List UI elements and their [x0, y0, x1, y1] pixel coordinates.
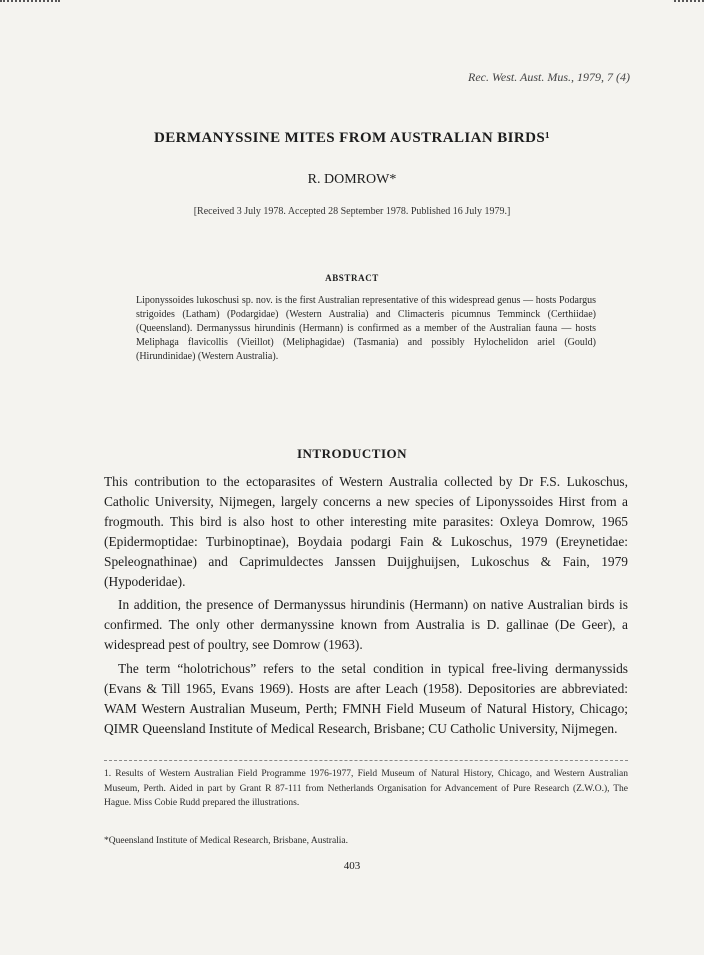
received-dates: [Received 3 July 1978. Accepted 28 September 1978. Published 16 July 1979.] [193, 206, 511, 217]
paper-title: DERMANYSSINE MITES FROM AUSTRALIAN BIRDS¹ [154, 130, 550, 146]
body-paragraph: This contribution to the ectoparasites of Western Australia collected by Dr F.S. Lukoschus, Catholic University, Nijmegen, largely concerns a new species of Liponyssoides Hirst from a frogmouth. This bird is also host to other interesting mite parasites: Oxleya Domrow, 1965 (Epidermoptidae: Turbinoptinae), Boydaia podargi Fain & Lukoschus, 1979 (Ereynetidae: Speleognathinae) and Caprimuldectes Janssen Duijghuijsen, Lukoschus & Fain, 1979 (Hypoderidae). [104, 474, 628, 589]
footnote-1: 1. Results of Western Australian Field Programme 1976-1977, Field Museum of Natural History, Chicago, and Western Australian Museum, Perth. Aided in part by Grant R 87-111 from Netherlands Organisation for Advancement of Pure Research (Z.W.O.), The Hague. Miss Cobie Rudd prepared the illustrations. [104, 769, 628, 808]
abstract-text: Liponyssoides lukoschusi sp. nov. is the first Australian representative of this widespread genus — hosts Podargus strigoides (Latham) (Podargidae) (Western Australia) and Climacteris picumnus Temminck (Certhiidae) (Queensland). Dermanyssus hirundinis (Hermann) is confirmed as a member of the Australian fauna — hosts Meliphaga flavicollis (Vieillot) (Meliphagidae) (Tasmania) and possibly Hylochelidon ariel (Gould) (Hirundinidae) (Western Australia). [136, 295, 596, 362]
introduction-heading: INTRODUCTION [296, 446, 407, 461]
journal-reference: Rec. West. Aust. Mus., 1979, 7 (4) [468, 70, 630, 84]
page-number: 403 [343, 860, 361, 872]
introduction-body [104, 472, 628, 743]
scan-edge-mark [0, 0, 60, 5]
footnote-author-affiliation: *Queensland Institute of Medical Research, Brisbane, Australia. [104, 836, 349, 846]
body-paragraph: The term “holotrichous” refers to the setal condition in typical free-living dermanyssids (Evans & Till 1965, Evans 1969). Hosts are after Leach (1958). Depositories are abbreviated: WAM Western Australian Museum, Perth; FMNH Field Museum of Natural History, Chicago; QIMR Queensland Institute of Medical Research, Brisbane; CU Catholic University, Nijmegen. [104, 661, 628, 736]
footnote-divider [104, 760, 628, 761]
scan-edge-mark [674, 0, 704, 5]
body-paragraph: In addition, the presence of Dermanyssus hirundinis (Hermann) on native Australian birds is confirmed. The only other dermanyssine known from Australia is D. gallinae (De Geer), a widespread pest of poultry, see Domrow (1963). [104, 597, 628, 653]
author-name: R. DOMROW* [307, 172, 397, 187]
abstract-heading: ABSTRACT [325, 273, 379, 283]
